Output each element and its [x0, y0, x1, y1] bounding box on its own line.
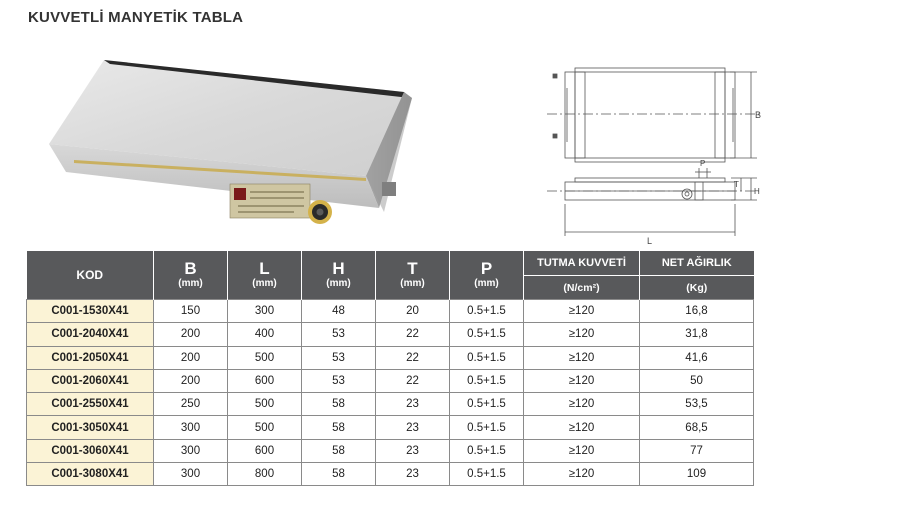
header-h: H (mm)	[302, 251, 376, 300]
header-force-unit: (N/cm²)	[524, 276, 640, 300]
cell-p: 0.5+1.5	[450, 369, 524, 392]
cell-b: 300	[154, 463, 228, 486]
cell-h: 58	[302, 463, 376, 486]
cell-kod: C001-2550X41	[27, 393, 154, 416]
cell-weight: 68,5	[640, 416, 754, 439]
cell-p: 0.5+1.5	[450, 323, 524, 346]
cell-b: 150	[154, 300, 228, 323]
cell-force: ≥120	[524, 416, 640, 439]
cell-t: 23	[376, 393, 450, 416]
cell-force: ≥120	[524, 439, 640, 462]
cell-l: 500	[228, 416, 302, 439]
cell-b: 300	[154, 416, 228, 439]
cell-weight: 16,8	[640, 300, 754, 323]
header-force: TUTMA KUVVETİ	[524, 251, 640, 276]
cell-b: 200	[154, 323, 228, 346]
label-b: B	[755, 110, 762, 120]
cell-h: 58	[302, 393, 376, 416]
cell-p: 0.5+1.5	[450, 300, 524, 323]
cell-weight: 31,8	[640, 323, 754, 346]
cell-h: 53	[302, 346, 376, 369]
cell-l: 800	[228, 463, 302, 486]
cell-kod: C001-2040X41	[27, 323, 154, 346]
spec-table-body	[27, 300, 754, 486]
table-row	[27, 346, 754, 369]
cell-l: 400	[228, 323, 302, 346]
cell-h: 53	[302, 369, 376, 392]
cell-t: 22	[376, 346, 450, 369]
cell-weight: 53,5	[640, 393, 754, 416]
table-row	[27, 369, 754, 392]
header-l: L (mm)	[228, 251, 302, 300]
cell-t: 22	[376, 369, 450, 392]
cell-b: 200	[154, 369, 228, 392]
header-kod: KOD	[27, 251, 154, 300]
cell-force: ≥120	[524, 369, 640, 392]
table-row	[27, 439, 754, 462]
cell-kod: C001-3060X41	[27, 439, 154, 462]
cell-t: 23	[376, 463, 450, 486]
cell-force: ≥120	[524, 346, 640, 369]
spec-table	[26, 251, 754, 486]
cell-p: 0.5+1.5	[450, 393, 524, 416]
label-h: H	[754, 187, 760, 196]
header-b: B (mm)	[154, 251, 228, 300]
page-title: KUVVETLİ MANYETİK TABLA	[28, 9, 244, 26]
cell-l: 500	[228, 346, 302, 369]
cell-p: 0.5+1.5	[450, 439, 524, 462]
cell-l: 600	[228, 439, 302, 462]
cell-p: 0.5+1.5	[450, 463, 524, 486]
cell-b: 200	[154, 346, 228, 369]
cell-l: 600	[228, 369, 302, 392]
cell-kod: C001-2050X41	[27, 346, 154, 369]
table-row	[27, 323, 754, 346]
header-weight: NET AĞIRLIK	[640, 251, 754, 276]
cell-b: 250	[154, 393, 228, 416]
cell-force: ≥120	[524, 463, 640, 486]
cell-h: 53	[302, 323, 376, 346]
cell-force: ≥120	[524, 393, 640, 416]
cell-force: ≥120	[524, 300, 640, 323]
cell-t: 20	[376, 300, 450, 323]
table-row	[27, 463, 754, 486]
cell-h: 58	[302, 416, 376, 439]
cell-t: 23	[376, 439, 450, 462]
cell-l: 500	[228, 393, 302, 416]
cell-force: ≥120	[524, 323, 640, 346]
technical-drawing	[545, 44, 770, 249]
cell-p: 0.5+1.5	[450, 346, 524, 369]
cell-p: 0.5+1.5	[450, 416, 524, 439]
cell-h: 58	[302, 439, 376, 462]
cell-h: 48	[302, 300, 376, 323]
cell-kod: C001-1530X41	[27, 300, 154, 323]
cell-weight: 109	[640, 463, 754, 486]
cell-kod: C001-3080X41	[27, 463, 154, 486]
cell-kod: C001-2060X41	[27, 369, 154, 392]
table-row	[27, 416, 754, 439]
cell-kod: C001-3050X41	[27, 416, 154, 439]
magnetic-chuck-photo	[44, 52, 422, 238]
cell-weight: 77	[640, 439, 754, 462]
cell-weight: 50	[640, 369, 754, 392]
cell-b: 300	[154, 439, 228, 462]
table-row	[27, 300, 754, 323]
cell-t: 22	[376, 323, 450, 346]
header-t: T (mm)	[376, 251, 450, 300]
cell-t: 23	[376, 416, 450, 439]
table-row	[27, 393, 754, 416]
label-p: P	[700, 159, 706, 168]
cell-weight: 41,6	[640, 346, 754, 369]
label-l: L	[647, 236, 653, 246]
cell-l: 300	[228, 300, 302, 323]
label-t: T	[734, 180, 739, 189]
header-p: P (mm)	[450, 251, 524, 300]
header-weight-unit: (Kg)	[640, 276, 754, 300]
